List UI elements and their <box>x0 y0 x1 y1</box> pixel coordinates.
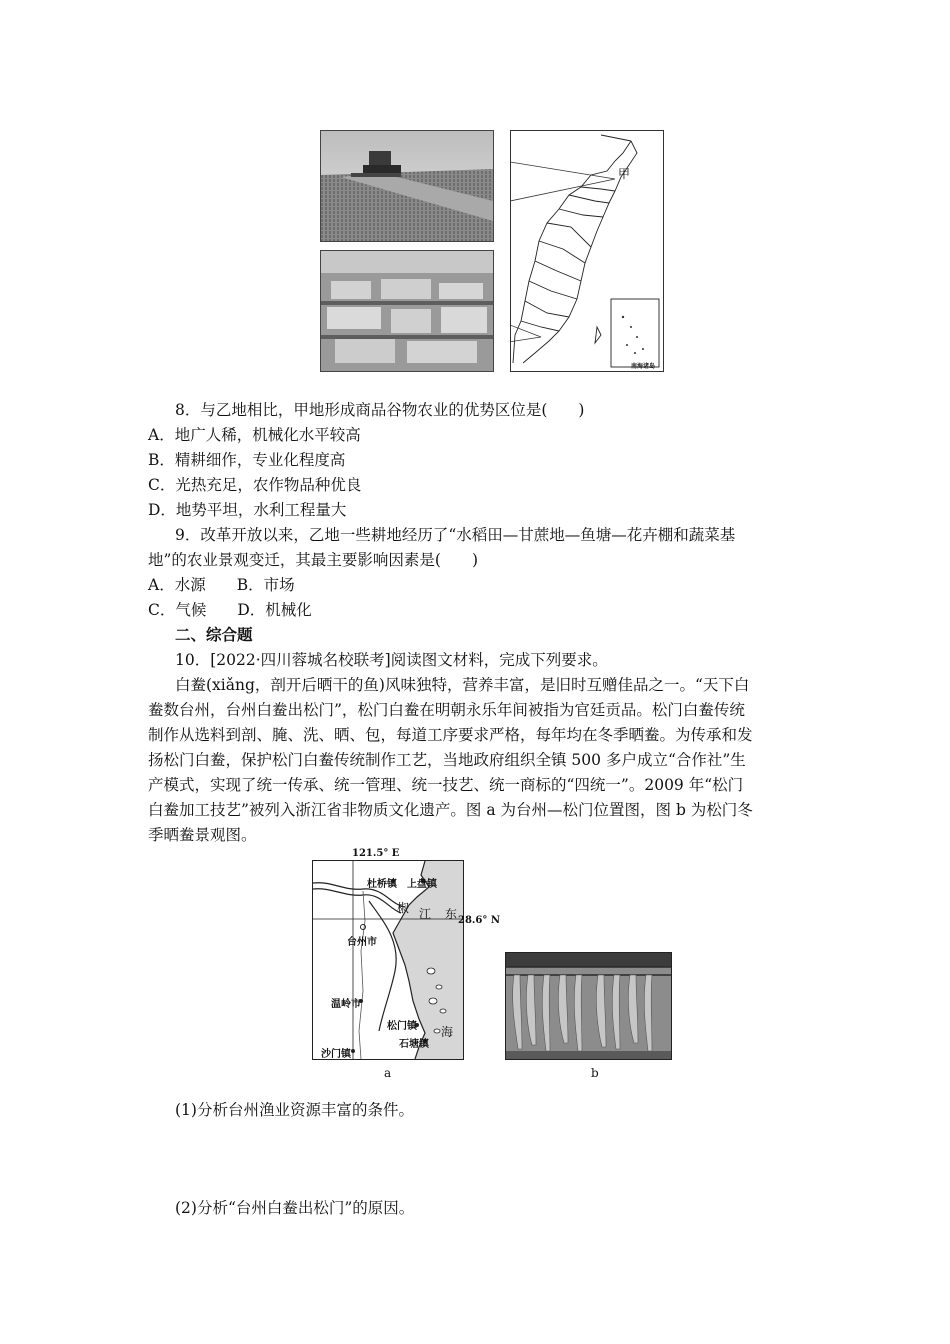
place-label: 杜桥镇 <box>367 879 397 890</box>
inset-label: 南海诸岛 <box>631 363 656 370</box>
q8-option-a: A．地广人稀，机械化水平较高 <box>148 426 361 444</box>
china-map-outline <box>511 131 663 371</box>
q9-options-row2: C．气候 D．机械化 <box>148 601 312 619</box>
q10-para-line: 鲞数台州，台州白鲞出松门”，松门白鲞在明朝永乐年间被指为官廷贡品。松门白鲞传统 <box>148 701 745 719</box>
q10-para-line: 季晒鲞景观图。 <box>148 826 257 844</box>
drying-fish-drawing <box>506 953 671 1059</box>
map-label-jia: 甲 <box>618 167 631 181</box>
china-map <box>510 130 664 372</box>
q9-options-row1: A．水源 B．市场 <box>148 576 295 594</box>
harvester-photo <box>320 130 494 242</box>
q8-option-d: D．地势平坦，水利工程量大 <box>148 501 347 519</box>
fishpond-photo-drawing <box>321 251 493 371</box>
place-label: 沙门镇 <box>321 1049 351 1060</box>
q10-para-line: 产模式，实现了统一传承、统一管理、统一技艺、统一商标的“四统一”。2009 年“松门 <box>148 776 744 794</box>
place-label: 椒 <box>397 901 410 915</box>
place-label: 东 <box>445 907 458 921</box>
q8-stem: 8．与乙地相比，甲地形成商品谷物农业的优势区位是( ) <box>175 401 585 419</box>
longitude-label: 121.5° E <box>352 848 400 859</box>
place-label: 石塘镇 <box>399 1039 429 1050</box>
q10-sub1: (1)分析台州渔业资源丰富的条件。 <box>175 1101 414 1119</box>
place-label: 上盘镇 <box>407 879 437 890</box>
figure-2a-map <box>310 848 466 1062</box>
caption-b: b <box>591 1066 599 1080</box>
q8-option-c: C．光热充足，农作物品种优良 <box>148 476 362 494</box>
q8-option-b: B．精耕细作，专业化程度高 <box>148 451 346 469</box>
harvester-photo-drawing <box>321 131 493 241</box>
q9-stem-line2: 地”的农业景观变迁，其最主要影响因素是( ) <box>148 551 479 569</box>
place-label: 松门镇 <box>387 1021 417 1032</box>
q9-stem-line1: 9．改革开放以来，乙地一些耕地经历了“水稻田—甘蔗地—鱼塘—花卉棚和蔬菜基 <box>175 526 736 544</box>
taizhou-map-frame <box>312 860 464 1060</box>
figure-1 <box>318 128 666 374</box>
q10-para-line: 扬松门白鲞，保护松门白鲞传统制作工艺，当地政府组织全镇 500 多户成立“合作社”生 <box>148 751 746 769</box>
drying-fish-photo <box>505 952 672 1060</box>
place-label: 江 <box>419 907 432 921</box>
q10-para-line: 白鲞(xiǎng，剖开后晒干的鱼)风味独特，营养丰富，是旧时互赠佳品之一。“天下白 <box>175 676 750 694</box>
section-title: 二、综合题 <box>175 625 253 644</box>
caption-a: a <box>384 1066 392 1080</box>
place-label: 台州市 <box>347 937 377 948</box>
place-label: 温岭市 <box>331 999 361 1010</box>
q10-para-line: 白鲞加工技艺”被列入浙江省非物质文化遗产。图 a 为台州—松门位置图，图 b 为松门冬 <box>148 801 753 819</box>
place-label: 海 <box>441 1025 454 1039</box>
q10-sub2: (2)分析“台州白鲞出松门”的原因。 <box>175 1199 415 1217</box>
latitude-label: 28.6° N <box>458 915 500 926</box>
fishpond-photo <box>320 250 494 372</box>
q10-para-line: 制作从选料到剖、腌、洗、晒、包，每道工序要求严格，每年均在冬季晒鲞。为传承和发 <box>148 726 753 744</box>
q10-stem: 10．[2022·四川蓉城名校联考]阅读图文材料，完成下列要求。 <box>175 651 608 669</box>
